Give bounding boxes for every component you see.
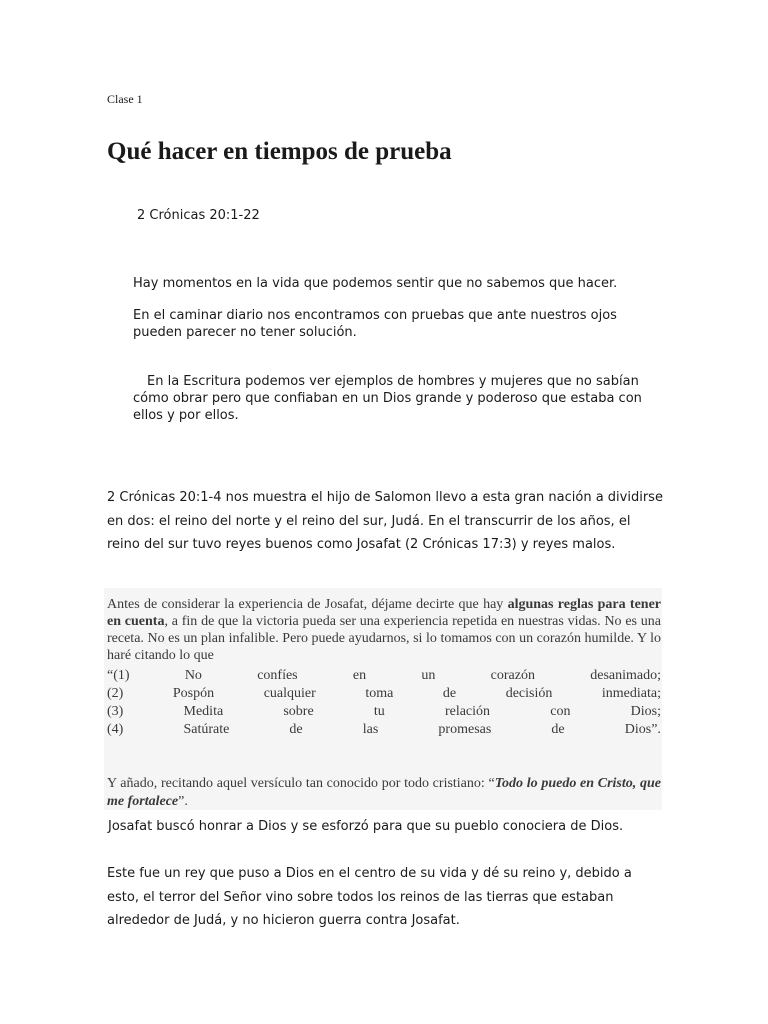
quote-intro-text-a: Antes de considerar la experiencia de Josafat, déjame decirte que hay: [107, 597, 508, 612]
rule-word: en: [352, 668, 367, 683]
intro-paragraph-2: En el caminar diario nos encontramos con pruebas que ante nuestros ojos pueden parecer no tener solución.: [133, 308, 617, 340]
class-label: Clase 1: [107, 92, 143, 106]
rule-word: de: [551, 722, 565, 737]
rule-word: Satúrate: [183, 722, 230, 737]
rule-word: las: [362, 722, 379, 737]
rule-word: cualquier: [263, 686, 316, 701]
rule-row: [107, 721, 661, 739]
rule-word: con: [550, 704, 571, 719]
body-paragraph-3: Este fue un rey que puso a Dios en el centro de su vida y dé su reino y, debido a esto, el terror del Señor vino sobre todos los reinos de las tierras que estaban alrededor de Judá, y no hicieron guerra contra Josafat.: [107, 866, 632, 928]
rule-row: [107, 685, 661, 703]
quote-intro-paragraph: [107, 596, 661, 664]
rule-word: decisión: [505, 686, 553, 701]
rule-word: toma: [365, 686, 394, 701]
body-paragraph-1: 2 Crónicas 20:1-4 nos muestra el hijo de Salomon llevo a esta gran nación a dividirse en dos: el reino del norte y el reino del sur, Judá. En el transcurrir de los años, el reino del sur tuvo reyes buenos como Josafat (2 Crónicas 17:3) y reyes malos.: [107, 490, 663, 552]
rule-word: (4): [107, 722, 124, 737]
rule-word: de: [442, 686, 457, 701]
rule-word: confíes: [257, 668, 298, 683]
intro-paragraph-3: [133, 373, 653, 424]
rule-word: Medita: [183, 704, 224, 719]
rule-word: No: [184, 668, 202, 683]
quote-closing-text-b: ”.: [178, 794, 188, 809]
scripture-reference: 2 Crónicas 20:1-22: [137, 208, 260, 223]
rule-word: tu: [373, 704, 385, 719]
rule-row: [107, 667, 661, 685]
quote-closing-paragraph: [107, 775, 661, 811]
quote-closing-bold: Todo lo puedo en Cristo, que me fortalece: [107, 776, 661, 809]
rule-word: sobre: [283, 704, 314, 719]
rule-word: “(1): [107, 668, 130, 683]
rule-word: corazón: [490, 668, 535, 683]
rules-list: [107, 667, 661, 739]
rule-word: (3): [107, 704, 124, 719]
rule-word: Pospón: [172, 686, 215, 701]
page-title: Qué hacer en tiempos de prueba: [107, 138, 452, 165]
intro-paragraph-3-text: En la Escritura podemos ver ejemplos de hombres y mujeres que no sabían cómo obrar pero que confiaban en un Dios grande y poderoso que estaba con ellos y por ellos.: [133, 374, 642, 423]
body-paragraph-2: Josafat buscó honrar a Dios y se esforzó para que su pueblo conociera de Dios.: [108, 819, 624, 834]
rule-word: Dios”.: [624, 722, 661, 737]
quote-closing-text-a: Y añado, recitando aquel versículo tan conocido por todo cristiano: “: [107, 776, 495, 791]
rule-word: (2): [107, 686, 124, 701]
intro-paragraph-1: Hay momentos en la vida que podemos sentir que no sabemos que hacer.: [133, 276, 618, 291]
rule-word: Dios;: [630, 704, 661, 719]
rule-word: promesas: [438, 722, 492, 737]
rule-word: desanimado;: [590, 668, 661, 683]
rule-word: inmediata;: [601, 686, 661, 701]
rule-word: un: [421, 668, 436, 683]
quote-intro-bold: algunas reglas para tener en cuenta: [107, 597, 661, 629]
rule-row: [107, 703, 661, 721]
quote-intro-text-b: , a fin de que la victoria pueda ser una experiencia repetida en nuestras vidas. No es una receta. No es un plan infalible. Pero puede ayudarnos, si lo tomamos con un corazón humilde. Y lo haré citando lo que: [107, 614, 661, 663]
rule-word: relación: [444, 704, 491, 719]
rule-word: de: [289, 722, 303, 737]
